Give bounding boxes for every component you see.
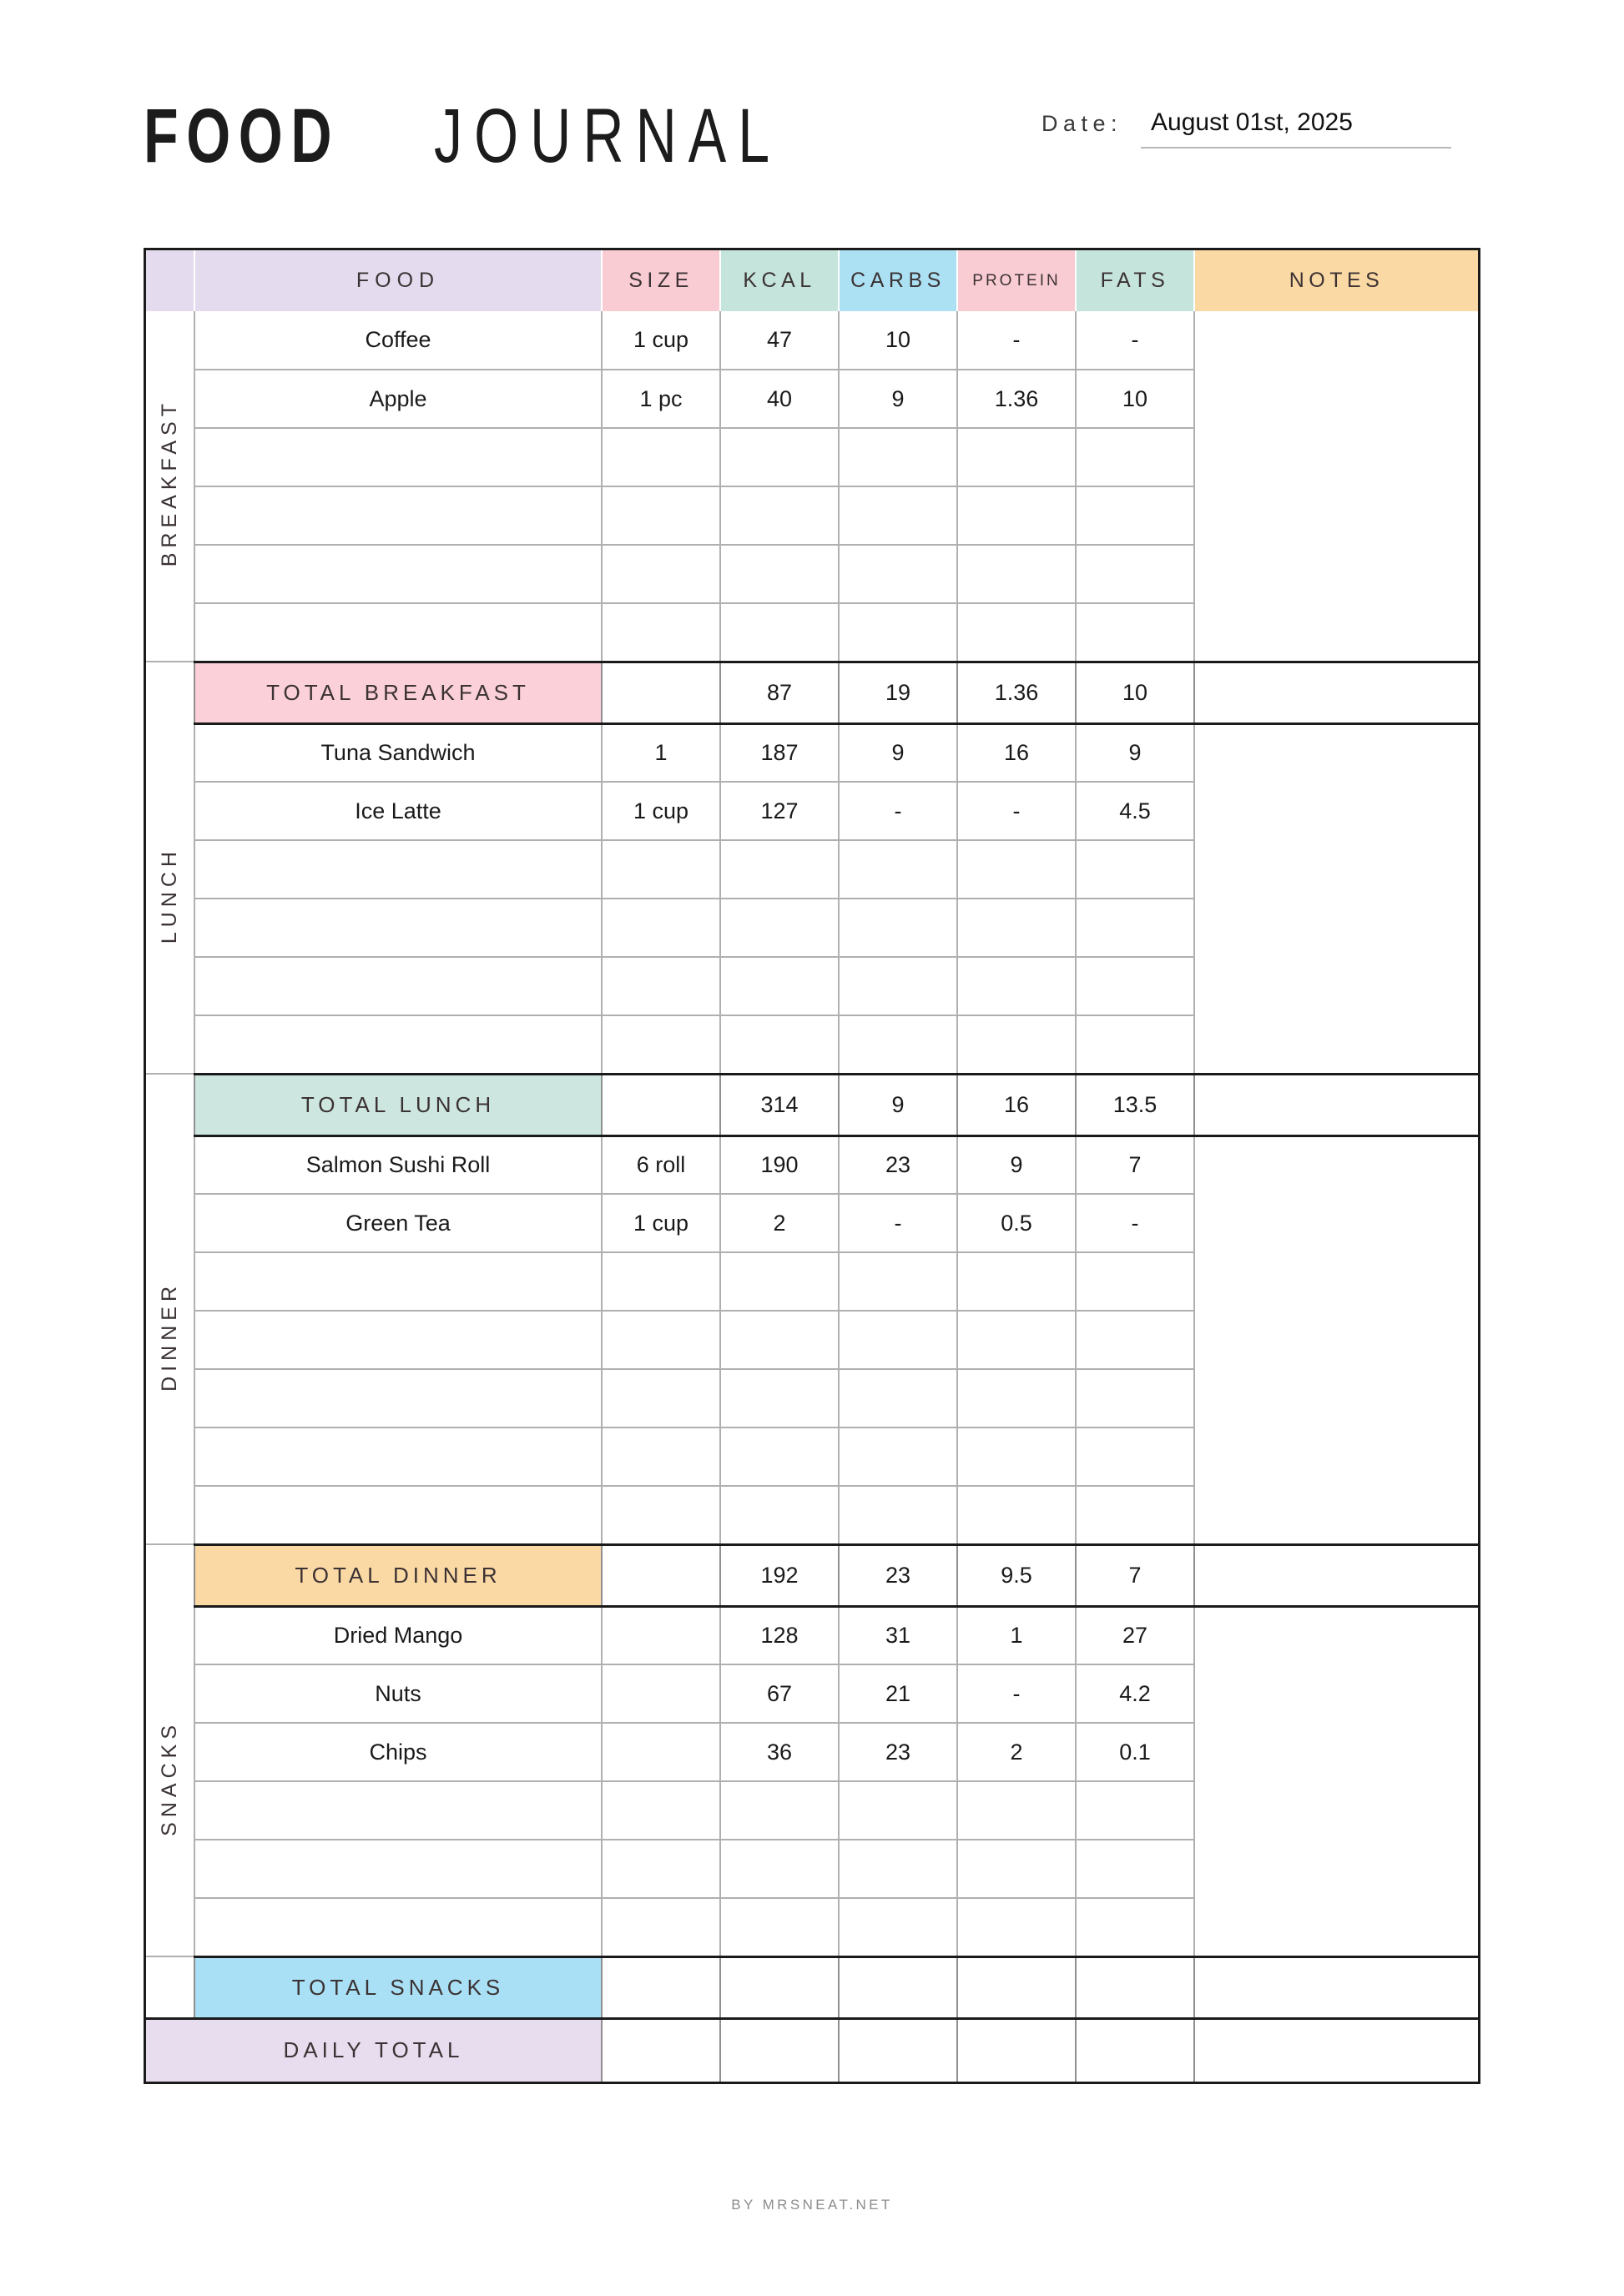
table-row[interactable]: [146, 723, 1478, 782]
cell-fats[interactable]: [1076, 1015, 1194, 1074]
total-size[interactable]: [602, 662, 720, 723]
journal-table: [146, 250, 1478, 2082]
total-label: TOTAL LUNCH: [194, 1074, 602, 1135]
cell-size[interactable]: 1 cup: [602, 782, 720, 840]
cell-size[interactable]: [602, 1369, 720, 1427]
cell-fats[interactable]: -: [1076, 311, 1194, 370]
cell-size[interactable]: 1: [602, 723, 720, 782]
cell-carbs[interactable]: [839, 840, 957, 899]
cell-kcal[interactable]: 128: [720, 1606, 839, 1664]
total-side-spacer: [146, 662, 194, 723]
cell-carbs[interactable]: [839, 899, 957, 957]
cell-carbs[interactable]: [839, 1252, 957, 1311]
total-size[interactable]: [602, 1074, 720, 1135]
cell-protein[interactable]: [957, 545, 1076, 603]
cell-kcal[interactable]: 47: [720, 311, 839, 370]
cell-fats[interactable]: [1076, 1252, 1194, 1311]
total-size[interactable]: [602, 1956, 720, 2018]
cell-food[interactable]: [194, 1840, 602, 1898]
cell-fats[interactable]: [1076, 1311, 1194, 1369]
cell-size[interactable]: 6 roll: [602, 1135, 720, 1194]
cell-carbs[interactable]: -: [839, 1194, 957, 1252]
cell-food[interactable]: [194, 1015, 602, 1074]
cell-size[interactable]: [602, 603, 720, 662]
cell-size[interactable]: 1 cup: [602, 311, 720, 370]
cell-protein[interactable]: -: [957, 782, 1076, 840]
cell-food[interactable]: Green Tea: [194, 1194, 602, 1252]
section-label-snacks: [146, 1606, 194, 1956]
cell-food[interactable]: [194, 603, 602, 662]
cell-protein[interactable]: [957, 1015, 1076, 1074]
cell-protein[interactable]: 1.36: [957, 370, 1076, 428]
cell-food[interactable]: Apple: [194, 370, 602, 428]
header-cell-protein: PROTEIN: [957, 250, 1076, 311]
cell-kcal[interactable]: [720, 1252, 839, 1311]
total-row-breakfast: [146, 662, 1478, 723]
cell-kcal[interactable]: [720, 957, 839, 1015]
cell-fats[interactable]: [1076, 957, 1194, 1015]
cell-carbs[interactable]: [839, 1781, 957, 1840]
cell-food[interactable]: [194, 486, 602, 545]
cell-fats[interactable]: [1076, 899, 1194, 957]
section-label-text: SNACKS: [158, 1719, 181, 1836]
cell-kcal[interactable]: [720, 545, 839, 603]
total-notes[interactable]: [1194, 1544, 1478, 1606]
total-kcal[interactable]: [720, 1956, 839, 2018]
total-side-spacer: [146, 1956, 194, 2018]
total-carbs[interactable]: 19: [839, 662, 957, 723]
cell-size[interactable]: [602, 1781, 720, 1840]
cell-food[interactable]: [194, 428, 602, 486]
cell-size[interactable]: [602, 428, 720, 486]
cell-carbs[interactable]: [839, 428, 957, 486]
cell-size[interactable]: [602, 1486, 720, 1544]
total-row-dinner: [146, 1544, 1478, 1606]
date-input[interactable]: August 01st, 2025: [1141, 108, 1451, 149]
cell-fats[interactable]: -: [1076, 1194, 1194, 1252]
cell-protein[interactable]: [957, 1840, 1076, 1898]
cell-fats[interactable]: 27: [1076, 1606, 1194, 1664]
cell-carbs[interactable]: 31: [839, 1606, 957, 1664]
section-label-text: DINNER: [158, 1281, 181, 1392]
total-notes[interactable]: [1194, 1074, 1478, 1135]
cell-size[interactable]: [602, 899, 720, 957]
total-notes[interactable]: [1194, 662, 1478, 723]
cell-protein[interactable]: [957, 1486, 1076, 1544]
cell-protein[interactable]: [957, 428, 1076, 486]
section-label-dinner: [146, 1135, 194, 1544]
cell-food[interactable]: Salmon Sushi Roll: [194, 1135, 602, 1194]
total-label: TOTAL DINNER: [194, 1544, 602, 1606]
cell-carbs[interactable]: [839, 545, 957, 603]
cell-size[interactable]: [602, 1606, 720, 1664]
cell-size[interactable]: [602, 1427, 720, 1486]
journal-table-wrapper: [144, 248, 1480, 2084]
daily-total-size[interactable]: [602, 2018, 720, 2082]
total-notes[interactable]: [1194, 1956, 1478, 2018]
cell-food[interactable]: [194, 1898, 602, 1956]
cell-food[interactable]: [194, 957, 602, 1015]
cell-kcal[interactable]: 2: [720, 1194, 839, 1252]
total-protein[interactable]: [957, 1956, 1076, 2018]
page-header: [0, 90, 1624, 190]
header-cell-carbs: CARBS: [839, 250, 957, 311]
cell-kcal[interactable]: [720, 1015, 839, 1074]
cell-kcal[interactable]: [720, 840, 839, 899]
cell-kcal[interactable]: 67: [720, 1664, 839, 1723]
cell-food[interactable]: [194, 1427, 602, 1486]
cell-fats[interactable]: [1076, 1486, 1194, 1544]
cell-size[interactable]: [602, 486, 720, 545]
cell-food[interactable]: [194, 1369, 602, 1427]
cell-protein[interactable]: [957, 840, 1076, 899]
cell-kcal[interactable]: [720, 1840, 839, 1898]
header-cell-fats: FATS: [1076, 250, 1194, 311]
total-fats[interactable]: 13.5: [1076, 1074, 1194, 1135]
header-cell-size: SIZE: [602, 250, 720, 311]
cell-fats[interactable]: [1076, 603, 1194, 662]
cell-food[interactable]: [194, 1781, 602, 1840]
cell-fats[interactable]: [1076, 486, 1194, 545]
cell-fats[interactable]: [1076, 1898, 1194, 1956]
cell-food[interactable]: Nuts: [194, 1664, 602, 1723]
daily-total-carbs[interactable]: [839, 2018, 957, 2082]
cell-carbs[interactable]: -: [839, 782, 957, 840]
total-size[interactable]: [602, 1544, 720, 1606]
cell-protein[interactable]: -: [957, 311, 1076, 370]
cell-kcal[interactable]: 187: [720, 723, 839, 782]
cell-protein[interactable]: [957, 1781, 1076, 1840]
cell-food[interactable]: [194, 899, 602, 957]
cell-food[interactable]: Chips: [194, 1723, 602, 1781]
daily-total-label: DAILY TOTAL: [146, 2018, 602, 2082]
cell-carbs[interactable]: [839, 1311, 957, 1369]
cell-carbs[interactable]: 23: [839, 1135, 957, 1194]
cell-food[interactable]: [194, 545, 602, 603]
cell-food[interactable]: Dried Mango: [194, 1606, 602, 1664]
cell-notes[interactable]: [1194, 1135, 1478, 1544]
cell-food[interactable]: Coffee: [194, 311, 602, 370]
cell-protein[interactable]: 16: [957, 723, 1076, 782]
cell-protein[interactable]: [957, 957, 1076, 1015]
total-kcal[interactable]: 87: [720, 662, 839, 723]
cell-carbs[interactable]: [839, 1369, 957, 1427]
header-cell-notes: NOTES: [1194, 250, 1478, 311]
cell-size[interactable]: [602, 1840, 720, 1898]
cell-size[interactable]: [602, 1898, 720, 1956]
title-journal: JOURNAL: [433, 93, 781, 179]
date-field[interactable]: [1041, 108, 1451, 149]
cell-kcal[interactable]: [720, 1898, 839, 1956]
table-row[interactable]: [146, 1135, 1478, 1194]
cell-protein[interactable]: [957, 1252, 1076, 1311]
cell-fats[interactable]: 7: [1076, 1135, 1194, 1194]
cell-carbs[interactable]: 10: [839, 311, 957, 370]
cell-carbs[interactable]: 21: [839, 1664, 957, 1723]
cell-fats[interactable]: [1076, 1369, 1194, 1427]
cell-protein[interactable]: 2: [957, 1723, 1076, 1781]
daily-total-kcal[interactable]: [720, 2018, 839, 2082]
cell-notes[interactable]: [1194, 723, 1478, 1074]
cell-protein[interactable]: [957, 1427, 1076, 1486]
cell-size[interactable]: [602, 1015, 720, 1074]
total-kcal[interactable]: 314: [720, 1074, 839, 1135]
cell-notes[interactable]: [1194, 1606, 1478, 1956]
title-food: FOOD: [144, 93, 340, 179]
table-row[interactable]: [146, 1606, 1478, 1664]
cell-kcal[interactable]: [720, 603, 839, 662]
cell-fats[interactable]: [1076, 1840, 1194, 1898]
cell-fats[interactable]: 10: [1076, 370, 1194, 428]
cell-protein[interactable]: [957, 603, 1076, 662]
cell-kcal[interactable]: [720, 1781, 839, 1840]
cell-carbs[interactable]: [839, 1427, 957, 1486]
cell-protein[interactable]: [957, 899, 1076, 957]
cell-notes[interactable]: [1194, 311, 1478, 662]
cell-size[interactable]: 1 cup: [602, 1194, 720, 1252]
cell-fats[interactable]: 4.5: [1076, 782, 1194, 840]
cell-protein[interactable]: 9: [957, 1135, 1076, 1194]
section-label-lunch: [146, 723, 194, 1074]
cell-fats[interactable]: 9: [1076, 723, 1194, 782]
cell-kcal[interactable]: [720, 486, 839, 545]
cell-fats[interactable]: 0.1: [1076, 1723, 1194, 1781]
cell-carbs[interactable]: [839, 1486, 957, 1544]
cell-food[interactable]: [194, 1311, 602, 1369]
total-carbs[interactable]: 23: [839, 1544, 957, 1606]
total-fats[interactable]: 10: [1076, 662, 1194, 723]
header-cell-food: FOOD: [194, 250, 602, 311]
daily-total-protein[interactable]: [957, 2018, 1076, 2082]
cell-kcal[interactable]: 40: [720, 370, 839, 428]
cell-food[interactable]: [194, 1486, 602, 1544]
cell-protein[interactable]: [957, 1898, 1076, 1956]
cell-kcal[interactable]: 127: [720, 782, 839, 840]
cell-carbs[interactable]: 23: [839, 1723, 957, 1781]
cell-carbs[interactable]: 9: [839, 370, 957, 428]
daily-total-notes[interactable]: [1194, 2018, 1478, 2082]
cell-fats[interactable]: [1076, 428, 1194, 486]
total-row-snacks: [146, 1956, 1478, 2018]
cell-food[interactable]: [194, 840, 602, 899]
total-protein[interactable]: 9.5: [957, 1544, 1076, 1606]
total-label: TOTAL BREAKFAST: [194, 662, 602, 723]
cell-kcal[interactable]: [720, 428, 839, 486]
section-label-breakfast: [146, 311, 194, 662]
table-header-row: [146, 250, 1478, 311]
cell-size[interactable]: [602, 1664, 720, 1723]
cell-kcal[interactable]: [720, 1311, 839, 1369]
cell-size[interactable]: [602, 840, 720, 899]
section-label-text: LUNCH: [158, 846, 181, 944]
daily-total-row: [146, 2018, 1478, 2082]
cell-fats[interactable]: 4.2: [1076, 1664, 1194, 1723]
header-cell-corner: [146, 250, 194, 311]
cell-protein[interactable]: [957, 486, 1076, 545]
cell-carbs[interactable]: [839, 957, 957, 1015]
cell-carbs[interactable]: [839, 603, 957, 662]
total-protein[interactable]: 1.36: [957, 662, 1076, 723]
total-carbs[interactable]: [839, 1956, 957, 2018]
total-carbs[interactable]: 9: [839, 1074, 957, 1135]
cell-kcal[interactable]: 190: [720, 1135, 839, 1194]
cell-protein[interactable]: [957, 1369, 1076, 1427]
cell-kcal[interactable]: [720, 1369, 839, 1427]
cell-size[interactable]: 1 pc: [602, 370, 720, 428]
total-label: TOTAL SNACKS: [194, 1956, 602, 2018]
total-kcal[interactable]: 192: [720, 1544, 839, 1606]
cell-protein[interactable]: [957, 1311, 1076, 1369]
cell-size[interactable]: [602, 1311, 720, 1369]
cell-carbs[interactable]: 9: [839, 723, 957, 782]
cell-fats[interactable]: [1076, 840, 1194, 899]
total-side-spacer: [146, 1074, 194, 1135]
cell-size[interactable]: [602, 1723, 720, 1781]
footer-credit: BY MRSNEAT.NET: [731, 2197, 893, 2213]
cell-size[interactable]: [602, 545, 720, 603]
cell-fats[interactable]: [1076, 1781, 1194, 1840]
cell-protein[interactable]: -: [957, 1664, 1076, 1723]
total-fats[interactable]: 7: [1076, 1544, 1194, 1606]
section-label-text: BREAKFAST: [158, 399, 181, 567]
date-label: Date:: [1041, 111, 1123, 136]
cell-carbs[interactable]: [839, 486, 957, 545]
cell-kcal[interactable]: [720, 1427, 839, 1486]
daily-total-fats[interactable]: [1076, 2018, 1194, 2082]
cell-protein[interactable]: 0.5: [957, 1194, 1076, 1252]
total-side-spacer: [146, 1544, 194, 1606]
header-cell-kcal: KCAL: [720, 250, 839, 311]
cell-kcal[interactable]: 36: [720, 1723, 839, 1781]
cell-food[interactable]: [194, 1252, 602, 1311]
cell-carbs[interactable]: [839, 1015, 957, 1074]
cell-carbs[interactable]: [839, 1840, 957, 1898]
cell-food[interactable]: Tuna Sandwich: [194, 723, 602, 782]
total-row-lunch: [146, 1074, 1478, 1135]
cell-size[interactable]: [602, 957, 720, 1015]
cell-food[interactable]: Ice Latte: [194, 782, 602, 840]
page-title: [144, 90, 903, 182]
cell-fats[interactable]: [1076, 545, 1194, 603]
cell-fats[interactable]: [1076, 1427, 1194, 1486]
total-fats[interactable]: [1076, 1956, 1194, 2018]
table-row[interactable]: [146, 311, 1478, 370]
cell-size[interactable]: [602, 1252, 720, 1311]
cell-protein[interactable]: 1: [957, 1606, 1076, 1664]
cell-carbs[interactable]: [839, 1898, 957, 1956]
cell-kcal[interactable]: [720, 899, 839, 957]
cell-kcal[interactable]: [720, 1486, 839, 1544]
total-protein[interactable]: 16: [957, 1074, 1076, 1135]
